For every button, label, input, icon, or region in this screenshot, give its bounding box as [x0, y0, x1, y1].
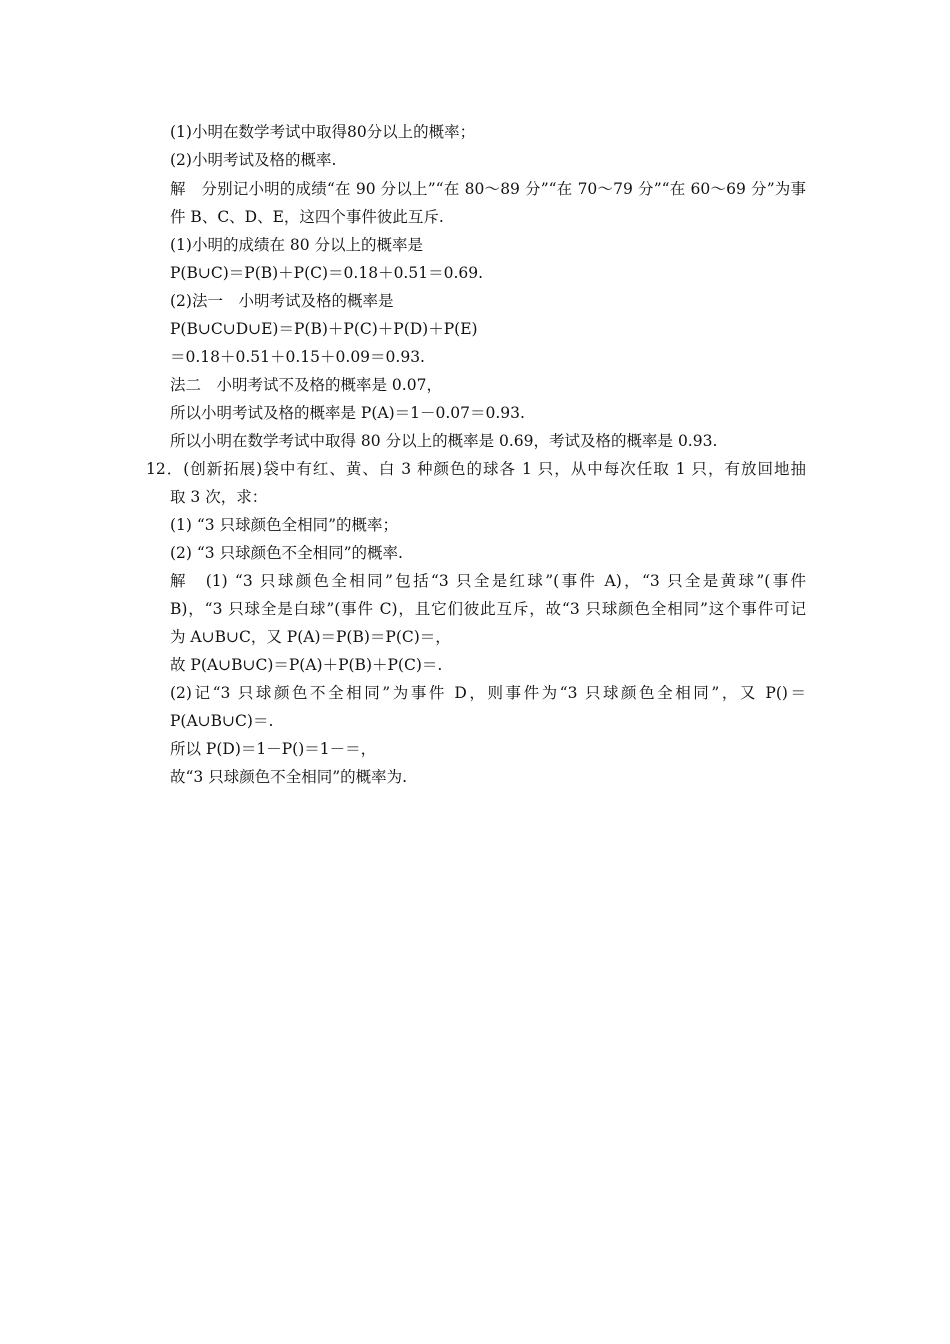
text-line: 件 B、C、D、E，这四个事件彼此互斥.	[170, 208, 444, 226]
text-line: B)，“3 只球全是白球”(事件 C)，且它们彼此互斥，故“3 只球颜色全相同”这个事件可记	[170, 600, 806, 618]
formula-line: ＝0.18＋0.51＋0.15＋0.09＝0.93.	[170, 348, 425, 366]
text-line: (2)小明考试及格的概率.	[170, 151, 337, 169]
text-line: (1) “3 只球颜色全相同”的概率；	[170, 516, 399, 534]
formula-line: P(B∪C)＝P(B)＋P(C)＝0.18＋0.51＝0.69.	[170, 264, 484, 282]
text-line: (1)小明在数学考试中取得80分以上的概率；	[170, 123, 476, 141]
text-line: 所以小明在数学考试中取得 80 分以上的概率是 0.69，考试及格的概率是 0.93.	[170, 432, 718, 450]
question-header: 12．(创新拓展)袋中有红、黄、白 3 种颜色的球各 1 只，从中每次任取 1 只，有放回地抽	[146, 460, 806, 478]
text-line: 解 (1) “3 只球颜色全相同”包括“3 只全是红球”(事件 A)，“3 只全是黄球”(事件	[170, 572, 806, 590]
text-line: (2) “3 只球颜色不全相同”的概率.	[170, 544, 403, 562]
text-line: 故“3 只球颜色不全相同”的概率为.	[170, 768, 408, 786]
formula-line: P(A∪B∪C)＝.	[170, 712, 274, 730]
formula-line: P(B∪C∪D∪E)＝P(B)＋P(C)＋P(D)＋P(E)	[170, 320, 478, 338]
text-line: 取 3 次，求：	[170, 488, 268, 506]
text-line: (2)记“3 只球颜色不全相同”为事件 D，则事件为“3 只球颜色全相同”，又 P()＝	[170, 684, 806, 702]
formula-line: 所以 P(D)＝1－P()＝1－＝，	[170, 740, 377, 758]
text-line: 所以小明考试及格的概率是 P(A)＝1－0.07＝0.93.	[170, 404, 525, 422]
text-line: (1)小明的成绩在 80 分以上的概率是	[170, 236, 424, 254]
formula-line: 故 P(A∪B∪C)＝P(A)＋P(B)＋P(C)＝.	[170, 656, 443, 674]
text-line: (2)法一 小明考试及格的概率是	[170, 292, 394, 310]
text-line: 为 A∪B∪C，又 P(A)＝P(B)＝P(C)＝，	[170, 628, 451, 646]
text-line: 解 分别记小明的成绩“在 90 分以上”“在 80～89 分”“在 70～79 分”“在 60～69 分”为事	[170, 180, 806, 198]
text-line: 法二 小明考试不及格的概率是 0.07，	[170, 376, 442, 394]
